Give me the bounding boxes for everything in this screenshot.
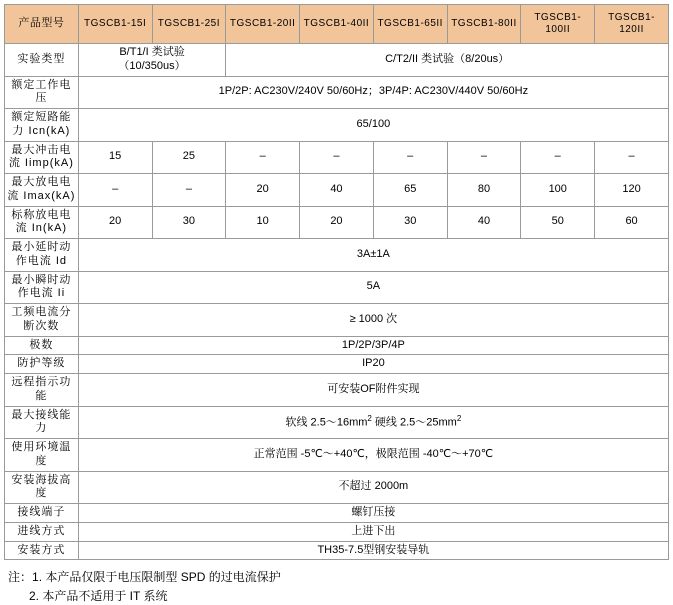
cell-protection-grade: IP20: [78, 355, 668, 374]
table-row: [5, 271, 669, 304]
row-label-rated-voltage: 额定工作电压: [5, 76, 79, 109]
table-row: [5, 471, 669, 504]
row-label-id: 最小延时动作电流 Id: [5, 239, 79, 272]
cell-test-type-class1: [78, 44, 226, 77]
row-label-mounting: 安装方式: [5, 541, 79, 560]
row-label-ambient-temperature: 使用环境温度: [5, 439, 79, 472]
cell-imax-4: 40: [300, 174, 374, 207]
header-model-5: TGSCB1-65II: [373, 5, 447, 44]
table-row: [5, 109, 669, 142]
note-item-2: 2. 本产品不适用于 IT 系统: [29, 588, 168, 603]
cell-iimp-5: –: [373, 141, 447, 174]
cell-iimp-2: 25: [152, 141, 226, 174]
cell-in-3: 10: [226, 206, 300, 239]
note-item-1: 1. 本产品仅限于电压限制型 SPD 的过电流保护: [32, 570, 281, 585]
cell-test-type-class1-line1: B/T1/I 类试验: [119, 46, 185, 58]
cell-in-5: 30: [373, 206, 447, 239]
wiring-capacity-part1: 软线 2.5～16mm: [285, 416, 368, 429]
cell-imax-2: –: [152, 174, 226, 207]
cell-altitude: 不超过 2000m: [78, 471, 668, 504]
row-label-terminal: 接线端子: [5, 504, 79, 523]
cell-iimp-3: –: [226, 141, 300, 174]
row-label-imax: 最大放电电流 Imax(kA): [5, 174, 79, 207]
table-row: [5, 541, 669, 560]
table-row: [5, 336, 669, 355]
cell-iimp-1: 15: [78, 141, 152, 174]
cell-id: 3A±1A: [78, 239, 668, 272]
cell-ii: 5A: [78, 271, 668, 304]
header-product-model: 产品型号: [5, 5, 79, 44]
cell-imax-6: 80: [447, 174, 521, 207]
wiring-capacity-part2: 硬线 2.5～25mm: [371, 416, 457, 429]
row-label-altitude: 安装海拔高度: [5, 471, 79, 504]
cell-in-2: 30: [152, 206, 226, 239]
table-row: [5, 439, 669, 472]
row-label-poles: 极数: [5, 336, 79, 355]
cell-mounting: TH35-7.5型钢安装导轨: [78, 541, 668, 560]
cell-in-7: 50: [521, 206, 595, 239]
table-header: [5, 5, 669, 44]
cell-iimp-4: –: [300, 141, 374, 174]
notes-prefix: 注：: [8, 570, 33, 585]
table-header-row: [5, 5, 669, 44]
table-row: [5, 174, 669, 207]
cell-imax-7: 100: [521, 174, 595, 207]
cell-test-type-class2: C/T2/II 类试验（8/20us）: [226, 44, 669, 77]
table-row: [5, 504, 669, 523]
header-model-3: TGSCB1-20II: [226, 5, 300, 44]
table-row: [5, 76, 669, 109]
cell-ambient-temperature: 正常范围 -5℃～+40℃，极限范围 -40℃～+70℃: [78, 439, 668, 472]
cell-remote-indication: 可安装OF附件实现: [78, 374, 668, 407]
header-model-6: TGSCB1-80II: [447, 5, 521, 44]
row-label-remote-indication: 远程指示功能: [5, 374, 79, 407]
wiring-capacity-sup2: 2: [456, 414, 462, 424]
cell-in-6: 40: [447, 206, 521, 239]
table-row: [5, 406, 669, 439]
row-label-protection-grade: 防护等级: [5, 355, 79, 374]
cell-incoming-line: 上进下出: [78, 522, 668, 541]
product-spec-table: [4, 4, 669, 560]
cell-test-type-class1-line2: （10/350us）: [118, 59, 186, 72]
row-label-short-circuit: 额定短路能力 Icn(kA): [5, 109, 79, 142]
cell-breaking-cycles: ≥ 1000 次: [78, 304, 668, 337]
notes-section: [4, 568, 671, 605]
header-model-4: TGSCB1-40II: [300, 5, 374, 44]
cell-poles: 1P/2P/3P/4P: [78, 336, 668, 355]
table-row: [5, 522, 669, 541]
table-row: [5, 239, 669, 272]
cell-iimp-7: –: [521, 141, 595, 174]
header-model-1: TGSCB1-15I: [78, 5, 152, 44]
row-label-test-type: 实验类型: [5, 44, 79, 77]
cell-iimp-8: –: [595, 141, 669, 174]
row-label-iimp: 最大冲击电流 Iimp(kA): [5, 141, 79, 174]
table-row: [5, 206, 669, 239]
note-line-2: [8, 587, 671, 605]
table-row: [5, 44, 669, 77]
cell-short-circuit: 65/100: [78, 109, 668, 142]
table-row: [5, 355, 669, 374]
header-model-8: TGSCB1-120II: [595, 5, 669, 44]
cell-imax-1: –: [78, 174, 152, 207]
cell-iimp-6: –: [447, 141, 521, 174]
wiring-capacity-sup1: 2: [367, 414, 372, 424]
table-row: [5, 304, 669, 337]
note-line-1: [8, 568, 671, 587]
row-label-wiring-capacity: 最大接线能力: [5, 406, 79, 439]
cell-in-1: 20: [78, 206, 152, 239]
cell-in-8: 60: [595, 206, 669, 239]
row-label-incoming-line: 进线方式: [5, 522, 79, 541]
cell-wiring-capacity: [78, 406, 668, 439]
cell-in-4: 20: [300, 206, 374, 239]
cell-imax-5: 65: [373, 174, 447, 207]
row-label-ii: 最小瞬时动作电流 Ii: [5, 271, 79, 304]
table-body: [5, 44, 669, 560]
cell-rated-voltage: 1P/2P: AC230V/240V 50/60Hz；3P/4P: AC230V/440V 50/60Hz: [78, 76, 668, 109]
header-model-7: TGSCB1-100II: [521, 5, 595, 44]
row-label-breaking-cycles: 工频电流分断次数: [5, 304, 79, 337]
row-label-in: 标称放电电流 In(kA): [5, 206, 79, 239]
table-row: [5, 141, 669, 174]
cell-terminal: 螺钉压接: [78, 504, 668, 523]
header-model-2: TGSCB1-25I: [152, 5, 226, 44]
cell-imax-3: 20: [226, 174, 300, 207]
cell-imax-8: 120: [595, 174, 669, 207]
table-row: [5, 374, 669, 407]
